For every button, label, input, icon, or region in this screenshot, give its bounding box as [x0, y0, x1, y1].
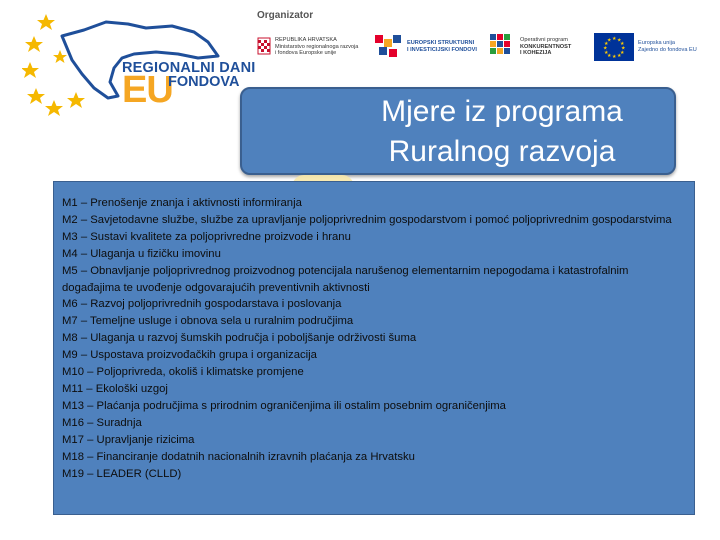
eu-logo: [594, 30, 697, 64]
svg-text:★: ★: [612, 36, 617, 42]
list-item: M19 – LEADER (CLLD): [62, 467, 182, 480]
ministry-logo: [257, 30, 358, 64]
list-item: M9 – Uspostava proizvođačkih grupa i organizacija: [62, 349, 317, 362]
regionalni-dani-logo: [22, 8, 256, 118]
svg-text:★: ★: [607, 37, 612, 44]
list-item: M13 – Plaćanja područjima s prirodnim ograničenjima ili ostalim posebnim ograničenjima: [62, 399, 506, 412]
logo-regionalni-dani-text: REGIONALNI DANI: [122, 60, 256, 76]
list-item: M6 – Razvoj poljoprivrednih gospodarstava i poslovanja: [62, 298, 342, 311]
list-item: M4 – Ulaganja u fizičku imovinu: [62, 247, 221, 260]
svg-text:★: ★: [612, 54, 617, 60]
esi-funds-icon: [375, 35, 403, 59]
list-item: M18 – Financiranje dodatnih nacionalnih izravnih plaćanja za Hrvatsku: [62, 450, 415, 463]
eu-text: Europska unija Zajedno do fondova EU: [638, 40, 697, 53]
eu-flag-icon: [594, 33, 634, 61]
svg-text:★: ★: [621, 45, 626, 52]
logo-fondova-text: FONDOVA: [168, 74, 240, 90]
ministry-text: REPUBLIKA HRVATSKA Ministarstvo regionalnoga razvoja i fondova Europske unije: [275, 36, 359, 57]
operational-programme-logo: [490, 30, 571, 64]
organizator-label: Organizator: [257, 10, 314, 21]
list-item: M8 – Ulaganja u razvoj šumskih područja i poboljšanje održivosti šuma: [62, 332, 417, 345]
list-item: M10 – Poljoprivreda, okoliš i klimatske promjene: [62, 366, 304, 379]
list-item: M17 – Upravljanje rizicima: [62, 433, 195, 446]
esi-funds-text: EUROPSKI STRUKTURNI I INVESTICIJSKI FONDOVI: [407, 40, 477, 53]
logo-eu-text: EU: [122, 69, 173, 111]
svg-text:★: ★: [620, 50, 625, 56]
croatian-coat-of-arms-icon: [257, 37, 271, 57]
svg-text:★: ★: [617, 53, 622, 59]
operational-programme-icon: [490, 34, 516, 60]
svg-text:★: ★: [604, 41, 609, 47]
measures-box: [53, 181, 695, 515]
svg-text:★: ★: [604, 50, 609, 56]
list-item: M7 – Temeljne usluge i obnova sela u ruralnim područjima: [62, 315, 354, 328]
list-item: M5 – Obnavljanje poljoprivrednog proizvodnog potencijala narušenog elementarnim nepogodama i katastrofalnim događajima te uvođenje odgovarajućih preventivnih aktivnosti: [62, 264, 629, 294]
list-item: M3 – Sustavi kvalitete za poljoprivredne proizvode i hranu: [62, 230, 351, 243]
svg-text:★: ★: [620, 41, 625, 47]
svg-text:★: ★: [617, 37, 622, 44]
svg-text:★: ★: [603, 45, 608, 52]
list-item: M11 – Ekološki uzgoj: [62, 382, 168, 395]
list-item: M2 – Savjetodavne službe, službe za upravljanje poljoprivrednim gospodarstvom i pomoć poljoprivrednim gospodarstvima: [62, 213, 672, 226]
esi-funds-logo: [375, 30, 477, 64]
operational-programme-text: Operativni program KONKURENTNOST I KOHEZIJA: [520, 36, 572, 57]
measures-list: [54, 182, 694, 482]
svg-text:★: ★: [607, 53, 612, 59]
title-box: [240, 87, 676, 175]
page-title: Mjere iz programa Ruralnog razvoja: [381, 95, 623, 168]
list-item: M1 – Prenošenje znanja i aktivnosti informiranja: [62, 197, 302, 209]
list-item: M16 – Suradnja: [62, 416, 142, 429]
